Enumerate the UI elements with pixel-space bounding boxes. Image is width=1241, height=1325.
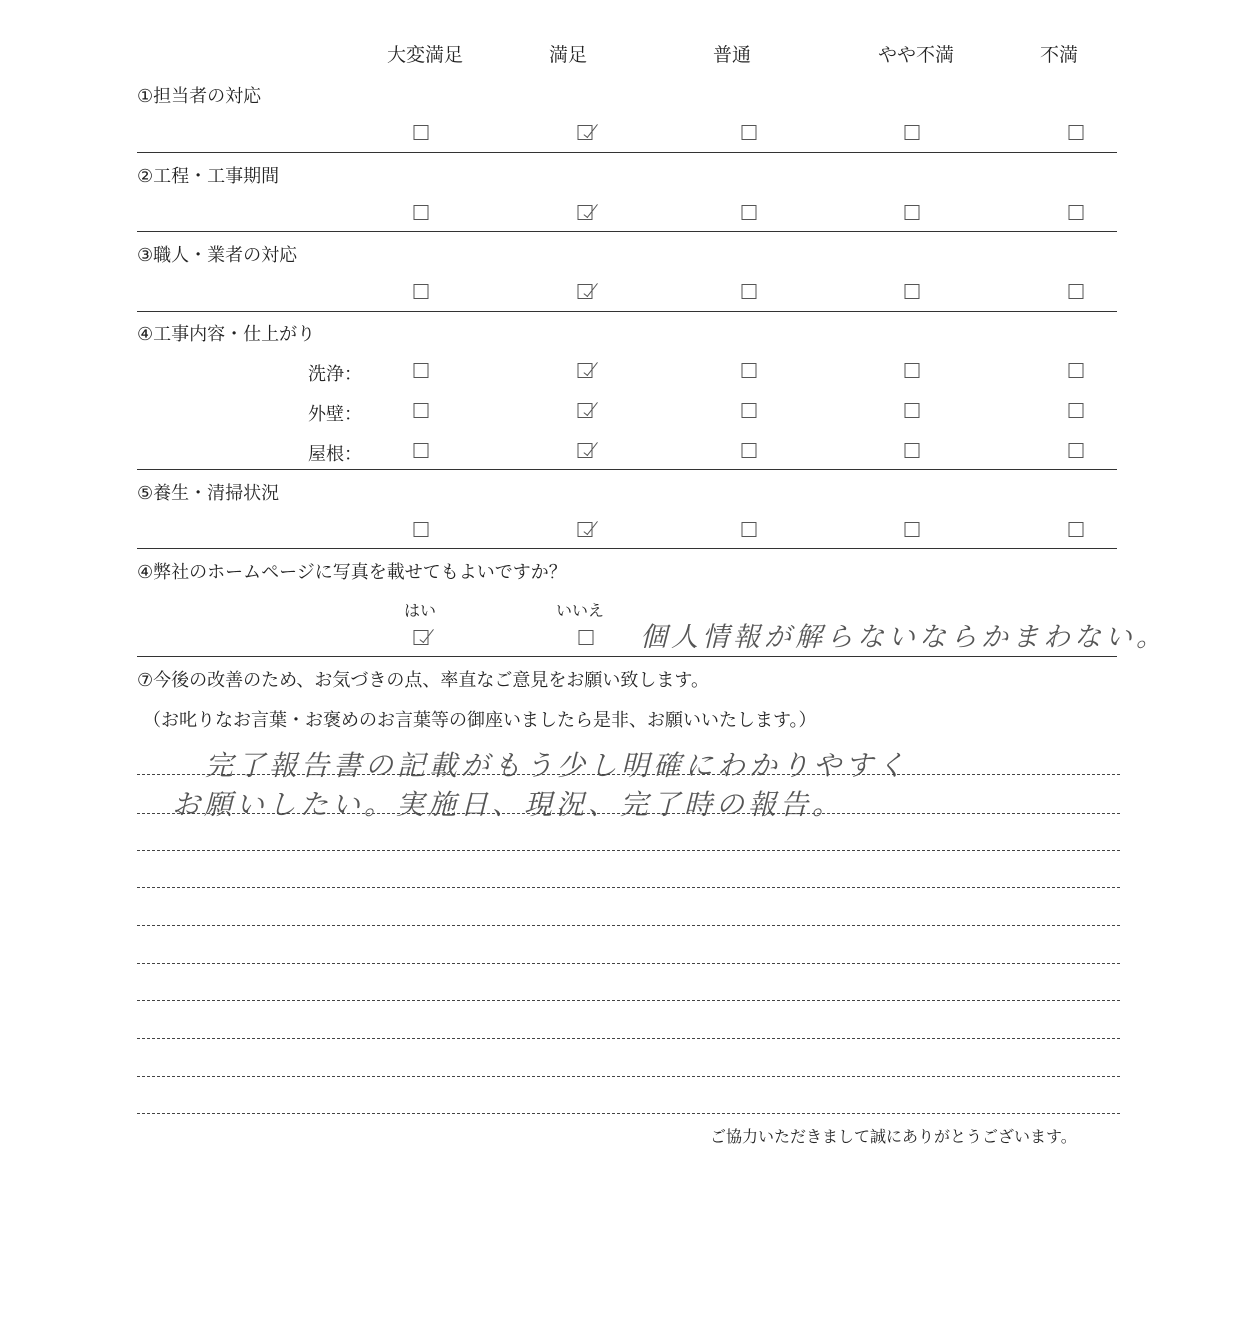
- question-3-label: ③職人・業者の対応: [137, 245, 298, 266]
- comments-sublabel: （お叱りなお言葉・お褒めのお言葉等の御座いましたら是非、お願いいたします。）: [143, 710, 817, 731]
- comments-label: ⑦今後の改善のため、お気づきの点、率直なご意見をお願い致します。: [137, 670, 709, 691]
- homepage-no-label: いいえ: [556, 601, 605, 620]
- q4-wall-checkbox-dissatisfied[interactable]: [1069, 403, 1084, 418]
- comment-line: [137, 963, 1120, 964]
- comment-line: [137, 1000, 1120, 1001]
- q5-checkbox-very-satisfied[interactable]: [414, 522, 429, 537]
- q1-checkbox-satisfied[interactable]: [578, 125, 593, 140]
- comment-line: [137, 774, 1120, 775]
- divider: [137, 656, 1117, 657]
- q3-checkbox-satisfied[interactable]: [578, 284, 593, 299]
- q4-cleaning-checkbox-dissatisfied[interactable]: [1069, 363, 1084, 378]
- q1-checkbox-neutral[interactable]: [742, 125, 757, 140]
- q5-checkbox-satisfied[interactable]: [578, 522, 593, 537]
- q4-roof-checkbox-very-satisfied[interactable]: [414, 443, 429, 458]
- comment-line: [137, 925, 1120, 926]
- divider: [137, 548, 1117, 549]
- q4-wall-checkbox-very-satisfied[interactable]: [414, 403, 429, 418]
- question-4-label: ④工事内容・仕上がり: [137, 324, 316, 345]
- comment-line: [137, 887, 1120, 888]
- q2-checkbox-very-satisfied[interactable]: [414, 205, 429, 220]
- q5-checkbox-dissatisfied[interactable]: [1069, 522, 1084, 537]
- q4-roof-checkbox-satisfied[interactable]: [578, 443, 593, 458]
- q5-checkbox-neutral[interactable]: [742, 522, 757, 537]
- column-header-dissatisfied: 不満: [1039, 44, 1079, 66]
- q1-checkbox-very-satisfied[interactable]: [414, 125, 429, 140]
- q1-checkbox-somewhat-dissatisfied[interactable]: [905, 125, 920, 140]
- divider: [137, 311, 1117, 312]
- q4-sub-roof-label: 屋根：: [308, 444, 362, 465]
- q1-checkbox-dissatisfied[interactable]: [1069, 125, 1084, 140]
- q4-wall-checkbox-somewhat-dissatisfied[interactable]: [905, 403, 920, 418]
- q4-cleaning-checkbox-somewhat-dissatisfied[interactable]: [905, 363, 920, 378]
- q4-sub-exterior-wall-label: 外壁：: [308, 404, 362, 425]
- column-header-satisfied: 満足: [548, 44, 588, 66]
- divider: [137, 469, 1117, 470]
- comment-line: [137, 1113, 1120, 1114]
- q4-roof-checkbox-somewhat-dissatisfied[interactable]: [905, 443, 920, 458]
- q4-cleaning-checkbox-neutral[interactable]: [742, 363, 757, 378]
- q3-checkbox-very-satisfied[interactable]: [414, 284, 429, 299]
- question-5-label: ⑤養生・清掃状況: [137, 483, 280, 504]
- q4-cleaning-checkbox-satisfied[interactable]: [578, 363, 593, 378]
- q4-cleaning-checkbox-very-satisfied[interactable]: [414, 363, 429, 378]
- q5-checkbox-somewhat-dissatisfied[interactable]: [905, 522, 920, 537]
- q3-checkbox-dissatisfied[interactable]: [1069, 284, 1084, 299]
- comment-line: [137, 813, 1120, 814]
- q3-checkbox-neutral[interactable]: [742, 284, 757, 299]
- q4-wall-checkbox-satisfied[interactable]: [578, 403, 593, 418]
- column-header-somewhat-dissatisfied: やや不満: [877, 44, 955, 66]
- q2-checkbox-somewhat-dissatisfied[interactable]: [905, 205, 920, 220]
- homepage-question-label: ④弊社のホームページに写真を載せてもよいですか？: [137, 562, 567, 583]
- comment-line: [137, 1076, 1120, 1077]
- q4-roof-checkbox-neutral[interactable]: [742, 443, 757, 458]
- column-header-very-satisfied: 大変満足: [386, 44, 464, 66]
- comment-line: [137, 850, 1120, 851]
- q4-roof-checkbox-dissatisfied[interactable]: [1069, 443, 1084, 458]
- homepage-no-checkbox[interactable]: [579, 630, 594, 645]
- homepage-handwritten-note: 個人情報が解らないならかまわない。: [640, 622, 1167, 653]
- divider: [137, 152, 1117, 153]
- comments-handwritten-line-1: 完了報告書の記載がもう少し明確にわかりやすく: [205, 749, 910, 782]
- homepage-yes-label: はい: [404, 601, 437, 620]
- homepage-yes-checkbox[interactable]: [414, 630, 429, 645]
- comments-handwritten-line-2: お願いしたい。実施日、現況、完了時の報告。: [172, 788, 845, 821]
- q4-sub-cleaning-label: 洗浄：: [308, 364, 362, 385]
- q3-checkbox-somewhat-dissatisfied[interactable]: [905, 284, 920, 299]
- comment-line: [137, 1038, 1120, 1039]
- column-header-neutral: 普通: [712, 44, 752, 66]
- q2-checkbox-dissatisfied[interactable]: [1069, 205, 1084, 220]
- divider: [137, 231, 1117, 232]
- question-1-label: ①担当者の対応: [137, 86, 262, 107]
- question-2-label: ②工程・工事期間: [137, 166, 280, 187]
- q2-checkbox-neutral[interactable]: [742, 205, 757, 220]
- q4-wall-checkbox-neutral[interactable]: [742, 403, 757, 418]
- q2-checkbox-satisfied[interactable]: [578, 205, 593, 220]
- footer-thanks: ご協力いただきまして誠にありがとうございます。: [710, 1127, 1077, 1146]
